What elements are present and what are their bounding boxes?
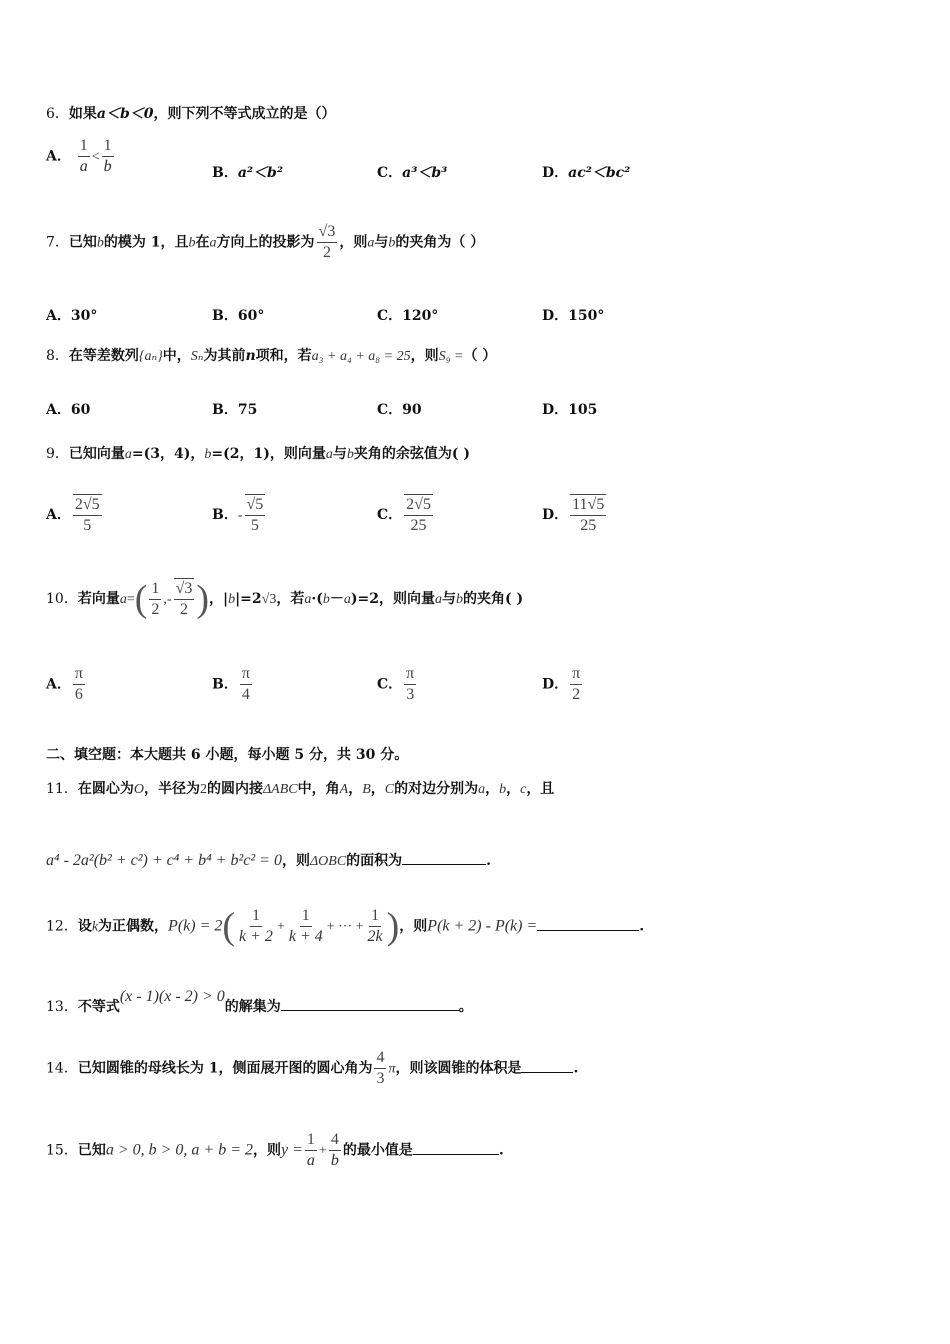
- question-11-stem: 11．在圆心为O，半径为2的圆内接ΔABC中，角A，B，C的对边分别为a，b，c，且: [46, 781, 555, 797]
- option-c: C． $\frac{2√5}{25}$: [377, 496, 431, 534]
- option-d: D． $\frac{11√5}{25}$: [542, 496, 605, 534]
- question-15-stem: 15．已知a > 0, b > 0, a + b = 2，则y = $\frac{1}{a}$ + $\frac{4}{b}$ 的最小值是 .: [46, 1131, 504, 1169]
- option-a: A． $\frac{2√5}{5}$: [46, 496, 100, 534]
- option-c: C．a³＜b³: [377, 165, 448, 181]
- question-6-stem: 6．如果a＜b＜0，则下列不等式成立的是（）: [46, 106, 336, 122]
- fraction: $\frac{√3}{2}$: [318, 223, 336, 261]
- option-c: C． $\frac{\pi}{3}$: [377, 665, 415, 703]
- option-d: D．105: [542, 402, 598, 418]
- option-c: C．120°: [377, 308, 439, 324]
- question-11-condition: a⁴ - 2a²(b² + c²) + c⁴ + b⁴ + b²c² = 0，则ΔOBC的面积为 .: [46, 852, 492, 869]
- question-10-stem: 10．若向量a=( $\frac{1}{2}$ ,- $\frac{√3}{2}$ )，|b|=2√3，若a·(b－a)=2，则向量a与b的夹角( ): [46, 578, 524, 620]
- fraction: $\frac{1}{2k}$: [367, 907, 383, 945]
- answer-blank[interactable]: [413, 1140, 499, 1155]
- option-c: C．90: [377, 402, 422, 418]
- option-b: B．a²＜b²: [212, 165, 283, 181]
- fraction: $\frac{\pi}{3}$: [406, 665, 415, 703]
- fraction: $\frac{\pi}{6}$: [74, 665, 83, 703]
- option-d: D．ac²＜bc²: [542, 165, 631, 181]
- fraction: $\frac{4}{3}$: [376, 1049, 385, 1087]
- section-heading: 二、填空题：本大题共 6 小题，每小题 5 分，共 30 分。: [46, 747, 409, 763]
- option-d: D． $\frac{\pi}{2}$: [542, 665, 581, 703]
- option-b: B．75: [212, 402, 258, 418]
- answer-blank[interactable]: [537, 916, 639, 931]
- fraction: $\frac{1}{a}$: [306, 1131, 315, 1169]
- answer-blank[interactable]: [281, 996, 459, 1011]
- question-14-stem: 14．已知圆锥的母线长为 1，侧面展开图的圆心角为 $\frac{4}{3}$ π，则该圆锥的体积是 .: [46, 1049, 579, 1087]
- fraction: $\frac{2√5}{5}$: [74, 496, 100, 534]
- fraction: $\frac{√3}{2}$: [175, 580, 193, 618]
- answer-blank[interactable]: [521, 1058, 573, 1073]
- question-8-stem: 8．在等差数列{aₙ}中，Sₙ为其前n项和，若a₃ + a₄ + a₈ = 25，则S₉ =（ ）: [46, 348, 497, 364]
- fraction: $\frac{\pi}{2}$: [572, 665, 581, 703]
- question-12-stem: 12．设k为正偶数，P(k) = 2( $\frac{1}{k + 2}$ + $\frac{1}{k + 4}$ + ··· + $\frac{1}{2k}$ )，则P(k + 2) - P(k) = .: [46, 905, 645, 948]
- option-a: A．30°: [46, 308, 98, 324]
- option-d: D．150°: [542, 308, 605, 324]
- option-b: B．- $\frac{√5}{5}$: [212, 496, 264, 534]
- fraction: $\frac{11√5}{25}$: [572, 496, 605, 534]
- option-a: A． $\frac{1}{a}$ < $\frac{1}{b}$: [46, 137, 112, 175]
- question-13-stem: 13．不等式(x - 1)(x - 2) > 0的解集为 。: [46, 988, 473, 1015]
- fraction: $\frac{1}{k + 4}$: [288, 907, 323, 945]
- option-a: A． $\frac{\pi}{6}$: [46, 665, 83, 703]
- fraction: $\frac{1}{k + 2}$: [239, 907, 273, 945]
- fraction: $\frac{1}{b}$: [103, 137, 112, 175]
- question-9-stem: 9．已知向量a=(3，4)，b=(2，1)，则向量a与b夹角的余弦值为( ): [46, 446, 470, 462]
- fraction: $\frac{4}{b}$: [330, 1131, 339, 1169]
- option-b: B．60°: [212, 308, 265, 324]
- question-7-stem: 7．已知b的模为 1，且b在a方向上的投影为 $\frac{√3}{2}$ ，则a与b的夹角为（ ）: [46, 223, 485, 261]
- fraction: $\frac{\pi}{4}$: [241, 665, 250, 703]
- option-b: B． $\frac{\pi}{4}$: [212, 665, 250, 703]
- vector-b: b: [188, 235, 196, 251]
- answer-blank[interactable]: [402, 850, 486, 865]
- question-number: 6．: [46, 106, 69, 122]
- fraction: $\frac{1}{a}$: [79, 137, 88, 175]
- fraction: $\frac{1}{2}$: [151, 579, 160, 618]
- option-a: A．60: [46, 402, 91, 418]
- fraction: $\frac{2√5}{25}$: [406, 496, 431, 534]
- fraction: $\frac{√5}{5}$: [246, 496, 264, 534]
